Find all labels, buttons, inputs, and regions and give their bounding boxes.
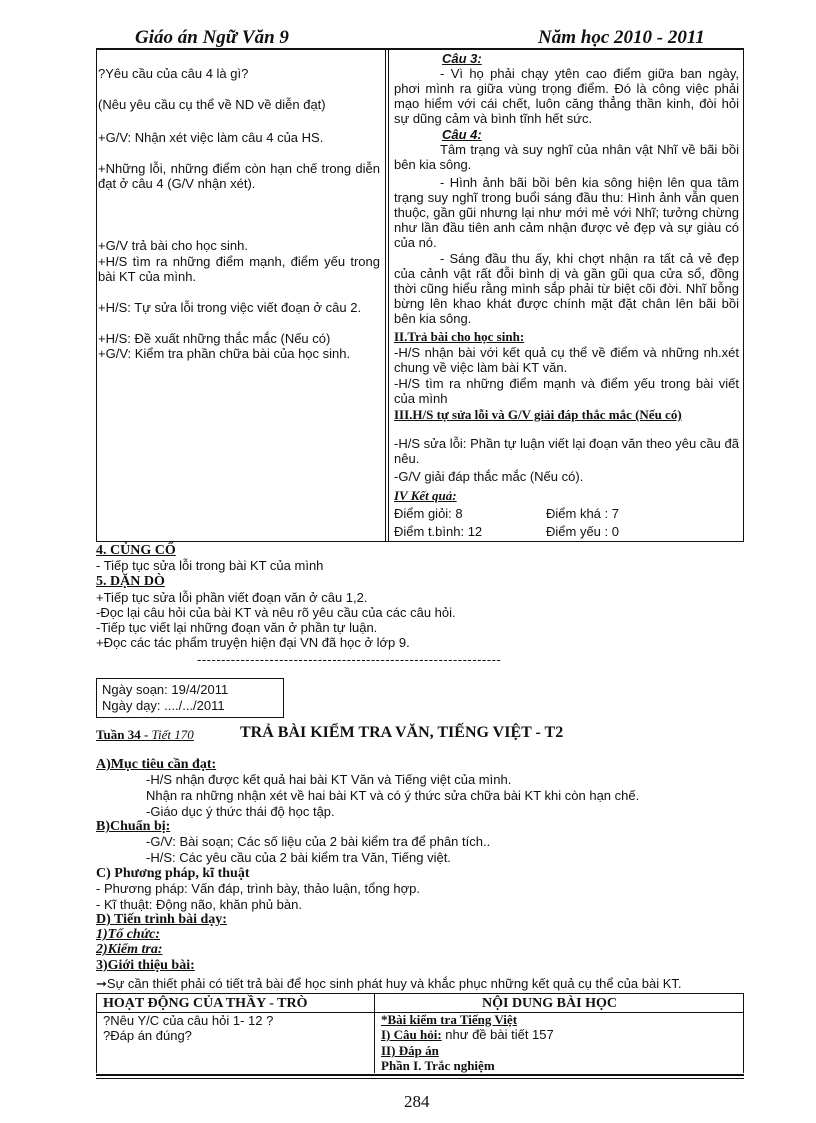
cau4-paragraph: Tâm trạng và suy nghĩ của nhân vật Nhĩ về bãi bồi bên kia sông. bbox=[394, 142, 739, 172]
score-gioi: Điểm giỏi: 8 bbox=[394, 506, 463, 521]
section-3-title: III.H/S tự sửa lỗi và G/V giải đáp thắc mắc (Nếu có) bbox=[394, 407, 682, 422]
cau4-title: Câu 4: bbox=[442, 127, 482, 142]
t1-left-line: +H/S tìm ra những điểm mạnh, điểm yếu trong bài KT của mình. bbox=[98, 254, 380, 284]
table1-bottom bbox=[96, 541, 744, 542]
section-2-title: II.Trả bài cho học sinh: bbox=[394, 329, 525, 344]
footer-rule bbox=[96, 1074, 744, 1076]
lesson-tiet: Tiết 170 bbox=[151, 727, 194, 742]
mt-line: -Giáo dục ý thức thái độ học tập. bbox=[146, 804, 335, 819]
cau4-paragraph: - Sáng đầu thu ấy, khi chợt nhận ra tất cả vẻ đẹp của cảnh vật rất đỗi bình dị và gần gũi qua cửa sổ, đồng thời cũng hiểu rằng mình sắp phải từ biệt cõi đời. Nhĩ bỗng bừng lên khao khát được chính mặt đặt chân lên bãi bồi bên kia sông. bbox=[394, 251, 739, 326]
table2-top bbox=[96, 993, 744, 994]
t1-left-line: +H/S: Đề xuất những thắc mắc (Nếu có) bbox=[98, 331, 331, 346]
table2-border-right bbox=[743, 993, 744, 1073]
dando-line: -Tiếp tục viết lại những đoạn văn ở phần tự luận. bbox=[96, 620, 378, 635]
lesson-title: TRẢ BÀI KIỂM TRA VĂN, TIẾNG VIỆT - T2 bbox=[240, 724, 564, 741]
pp-line: - Kĩ thuật: Động não, khăn phủ bàn. bbox=[96, 897, 302, 912]
tt-intro-row bbox=[96, 976, 682, 991]
t1-left-line: +G/V: Kiểm tra phần chữa bài của học sinh. bbox=[98, 346, 351, 361]
section-2-line: -H/S tìm ra những điểm mạnh và điểm yếu trong bài viết của mình bbox=[394, 376, 739, 406]
t1-left-line: +G/V: Nhận xét việc làm câu 4 của HS. bbox=[98, 130, 324, 145]
tt-intro: Sự cần thiết phải có tiết trả bài để học sinh phát huy và khắc phục những kết quả cụ thể của bài KT. bbox=[106, 976, 682, 991]
separator-line: --------------------------------------------------------------- bbox=[197, 652, 502, 667]
t2-right-line: *Bài kiểm tra Tiếng Việt bbox=[381, 1012, 518, 1027]
mt-line: Nhận ra những nhận xét về hai bài KT và có ý thức sửa chữa bài KT khi còn hạn chế. bbox=[146, 788, 640, 803]
t1-left-line: ?Yêu cầu của câu 4 là gì? bbox=[98, 66, 249, 81]
dando-line: -Đọc lại câu hỏi của bài KT và nêu rõ yêu cầu của các câu hỏi. bbox=[96, 605, 456, 620]
tt-item: 3)Giới thiệu bài: bbox=[96, 958, 195, 973]
section-3-line: -H/S sửa lỗi: Phần tự luận viết lại đoạn văn theo yêu cầu đã nêu. bbox=[394, 436, 739, 466]
tt-item: 2)Kiểm tra: bbox=[96, 942, 163, 957]
header-left: Giáo án Ngữ Văn 9 bbox=[135, 27, 289, 48]
t1-left-line: +H/S: Tự sửa lỗi trong việc viết đoạn ở câu 2. bbox=[98, 300, 362, 315]
cb-title: B)Chuẩn bị: bbox=[96, 819, 171, 834]
dando-line: +Tiếp tục sửa lỗi phần viết đoạn văn ở câu 1,2. bbox=[96, 590, 368, 605]
tt-title: D) Tiến trình bài dạy: bbox=[96, 912, 227, 927]
t2-right-line: Phần I. Trắc nghiệm bbox=[381, 1058, 495, 1073]
score-kha: Điểm khá : 7 bbox=[546, 506, 619, 521]
tt-item: 1)Tổ chức: bbox=[96, 927, 160, 942]
arrow-right-icon: ➞ bbox=[96, 976, 107, 991]
cb-line: -G/V: Bài soạn; Các số liệu của 2 bài kiểm tra để phân tích.. bbox=[146, 834, 491, 849]
cau3-title: Câu 3: bbox=[442, 51, 482, 66]
score-tb: Điểm t.bình: 12 bbox=[394, 524, 483, 539]
pp-title: C) Phương pháp, kĩ thuật bbox=[96, 866, 250, 881]
t1-left-line: (Nêu yêu cầu cụ thể về ND về diễn đạt) bbox=[98, 97, 326, 112]
section-2-line: -H/S nhận bài với kết quả cụ thể về điểm và những nh.xét chung về việc làm bài KT văn. bbox=[394, 345, 739, 375]
section-3-line: -G/V giải đáp thắc mắc (Nếu có). bbox=[394, 469, 584, 484]
date-soan: Ngày soạn: 19/4/2011 bbox=[102, 682, 229, 697]
cau4-paragraph: - Hình ảnh bãi bồi bên kia sông hiện lên qua tâm trạng suy nghĩ trong buổi sáng đầu thu: Hình ảnh vẫn quen thuộc, gần gũi nhưng lại như mới mẻ với Nhĩ; tưởng chừng như lần đầu tiên anh cảm nhận được vẻ đẹp và sự giàu có của nó. bbox=[394, 175, 739, 250]
pp-line: - Phương pháp: Vấn đáp, trình bày, thảo luận, tổng hợp. bbox=[96, 881, 421, 896]
dando-line: +Đọc các tác phẩm truyện hiện đại VN đã học ở lớp 9. bbox=[96, 635, 410, 650]
header-right: Năm học 2010 - 2011 bbox=[538, 27, 705, 48]
t2-right-line: II) Đáp án bbox=[381, 1043, 439, 1058]
t2-left-line: ?Nêu Y/C của câu hỏi 1- 12 ? bbox=[103, 1013, 274, 1028]
table1-divider bbox=[385, 49, 386, 541]
cungco-title: 4. CỦNG CỐ bbox=[96, 543, 176, 558]
t2-left-line: ?Đáp án đúng? bbox=[103, 1028, 192, 1043]
table2-head-right: NỘI DUNG BÀI HỌC bbox=[482, 996, 617, 1011]
score-yeu: Điểm yếu : 0 bbox=[546, 524, 619, 539]
lesson-tuan: Tuần 34 - bbox=[96, 727, 152, 742]
cau3-text: - Vì họ phải chạy ytên cao điểm giữa ban ngày, phơi mình ra giữa vùng trọng điểm. Đó là công việc phải mạo hiểm với cái chết, luôn căng thẳng thần kinh, đòi hỏi sự dũng cảm và bình tĩnh hết sức. bbox=[394, 66, 739, 126]
date-day: Ngày dạy: ..../.../2011 bbox=[102, 698, 225, 713]
cungco-line: - Tiếp tục sửa lỗi trong bài KT của mình bbox=[96, 558, 324, 573]
t1-left-line: +Những lỗi, những điểm còn hạn chế trong diễn đạt ở câu 4 (G/V nhận xét). bbox=[98, 161, 380, 191]
dando-title: 5. DẶN DÒ bbox=[96, 574, 165, 589]
page-number: 284 bbox=[404, 1092, 430, 1111]
t2-right-question bbox=[381, 1027, 554, 1042]
t2-question-label: I) Câu hỏi: bbox=[381, 1027, 442, 1042]
mt-title: A)Mục tiêu cần đạt: bbox=[96, 757, 217, 772]
table2-head-left: HOẠT ĐỘNG CỦA THẦY - TRÒ bbox=[103, 996, 308, 1011]
t2-question-text: như đề bài tiết 157 bbox=[441, 1027, 554, 1042]
mt-line: -H/S nhận được kết quả hai bài KT Văn và Tiếng việt của mình. bbox=[146, 772, 512, 787]
cb-line: -H/S: Các yêu cầu của 2 bài kiểm tra Văn, Tiếng việt. bbox=[146, 850, 451, 865]
table1-divider-double bbox=[388, 49, 389, 541]
table2-divider bbox=[374, 993, 375, 1073]
t1-left-line: +G/V trả bài cho học sinh. bbox=[98, 238, 248, 253]
header-rule bbox=[96, 48, 744, 50]
section-4-title: IV Kết quả: bbox=[394, 488, 457, 503]
footer-rule-thin bbox=[96, 1078, 744, 1079]
lesson-week bbox=[96, 727, 194, 742]
table1-border-left bbox=[96, 49, 97, 541]
table2-border-left bbox=[96, 993, 97, 1073]
table1-border-right bbox=[743, 49, 744, 541]
